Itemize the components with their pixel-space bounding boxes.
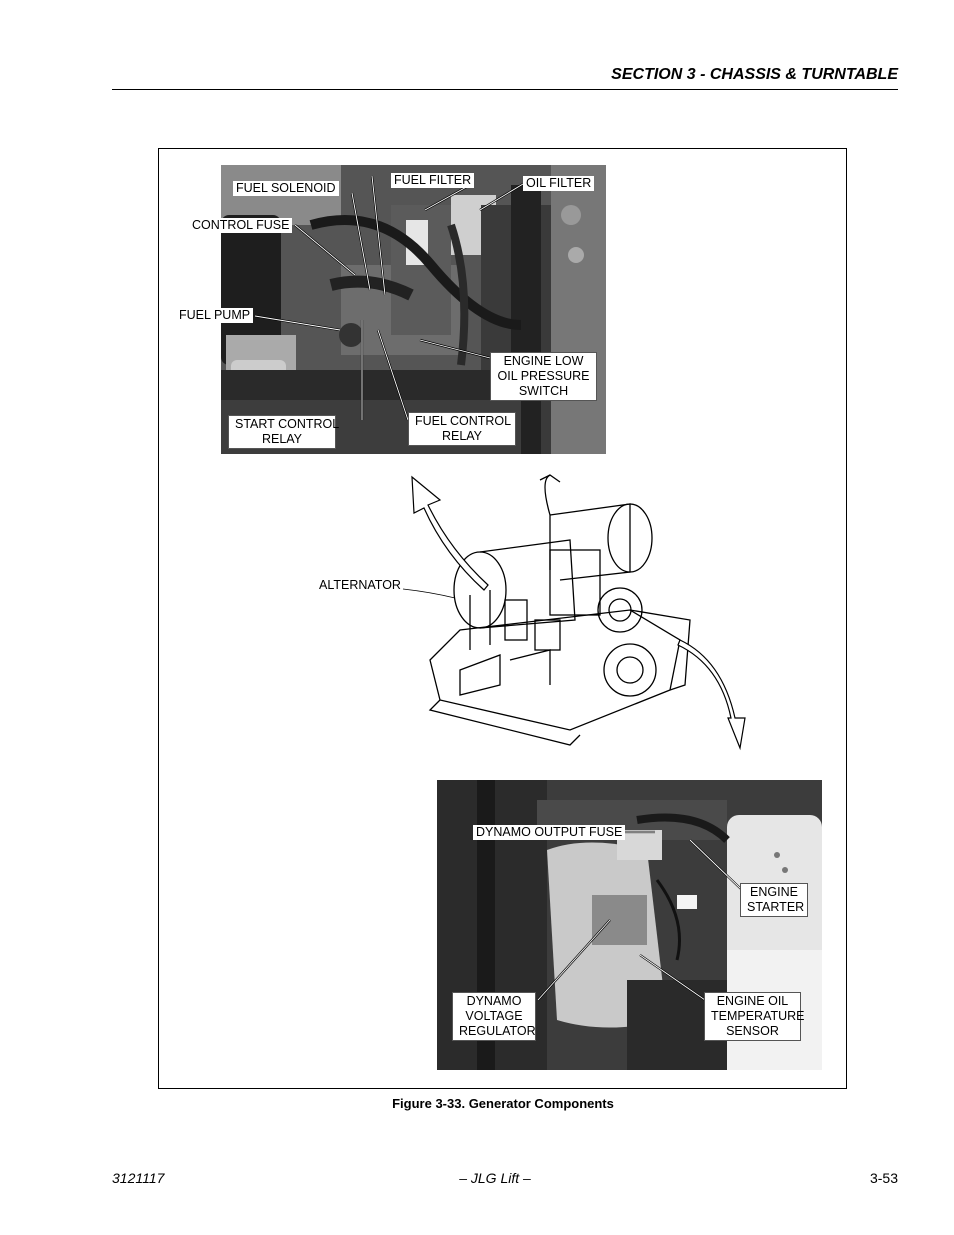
label-line: SENSOR <box>726 1024 779 1038</box>
label-fuel-filter: FUEL FILTER <box>391 173 474 188</box>
footer-page-number: 3-53 <box>869 1170 898 1186</box>
label-alternator: ALTERNATOR <box>319 578 401 592</box>
label-control-fuse: CONTROL FUSE <box>189 218 292 233</box>
label-line: DYNAMO <box>466 994 522 1008</box>
label-line: ENGINE LOW <box>503 354 584 368</box>
label-line: ENGINE OIL <box>716 994 789 1008</box>
label-line: REGULATOR <box>459 1024 536 1038</box>
label-dynamo-voltage-regulator <box>452 992 536 1041</box>
label-oil-filter: OIL FILTER <box>523 176 594 191</box>
label-line: TEMPERATURE <box>711 1009 805 1023</box>
label-start-control-relay <box>228 415 340 449</box>
section-title: SECTION 3 - CHASSIS & TURNTABLE <box>611 66 898 83</box>
label-line: RELAY <box>441 429 483 443</box>
footer-publisher: – JLG Lift – <box>459 1170 531 1186</box>
label-line: ENGINE <box>750 885 798 899</box>
label-line: FUEL CONTROL <box>415 414 512 428</box>
label-engine-low-oil-pressure-switch <box>490 352 597 401</box>
label-engine-starter <box>740 883 808 917</box>
label-line: START CONTROL <box>235 417 340 431</box>
label-fuel-control-relay <box>408 412 516 446</box>
label-engine-oil-temperature-sensor <box>704 992 805 1041</box>
header-rule <box>112 89 898 90</box>
label-fuel-solenoid: FUEL SOLENOID <box>233 181 339 196</box>
generator-line-drawing <box>400 470 760 750</box>
footer-doc-number: 3121117 <box>112 1170 165 1186</box>
label-dynamo-output-fuse: DYNAMO OUTPUT FUSE <box>473 825 625 840</box>
label-line: SWITCH <box>518 384 569 398</box>
label-fuel-pump: FUEL PUMP <box>176 308 253 323</box>
top-engine-photo <box>221 165 606 454</box>
label-line: OIL PRESSURE <box>497 369 590 383</box>
label-line: STARTER <box>747 900 805 914</box>
label-line: RELAY <box>261 432 303 446</box>
label-line: VOLTAGE <box>465 1009 523 1023</box>
figure-caption: Figure 3-33. Generator Components <box>392 1096 614 1111</box>
